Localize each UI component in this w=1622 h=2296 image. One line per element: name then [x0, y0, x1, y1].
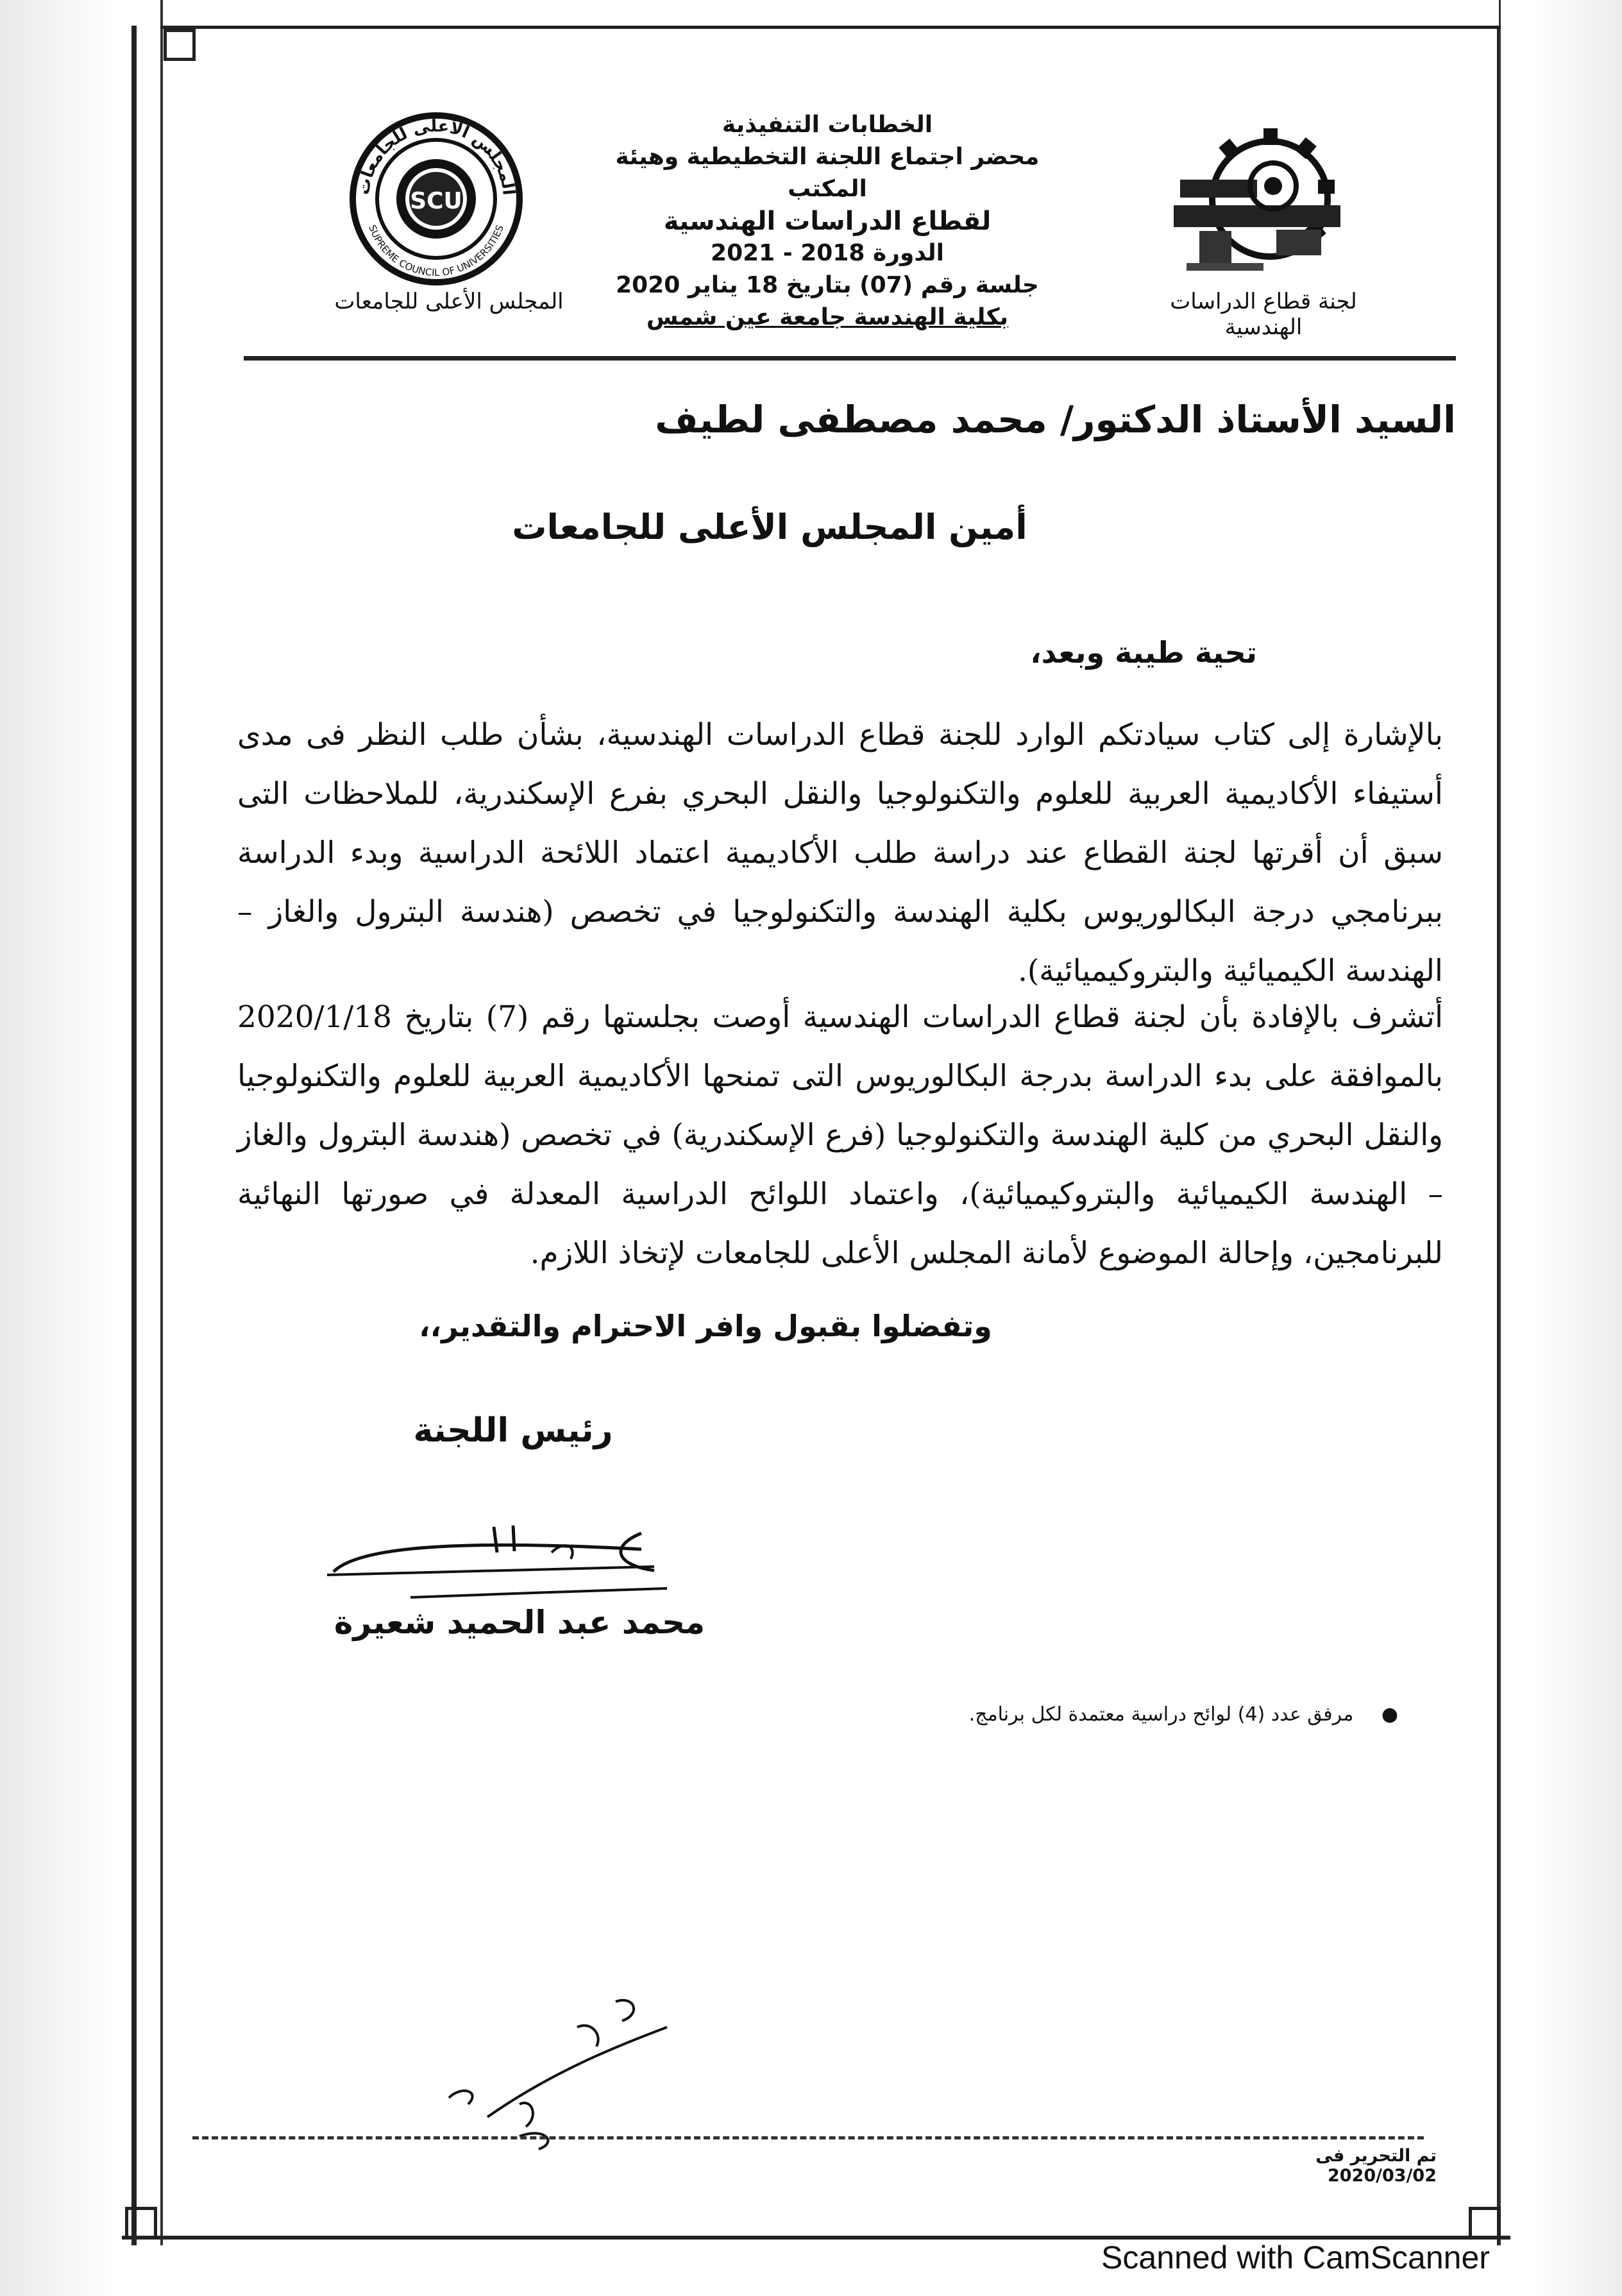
- scu-logo: [340, 109, 532, 295]
- engineering-sector-logo-caption: لجنة قطاع الدراسات الهندسية: [1170, 289, 1357, 340]
- header-line-1: الخطابات التنفيذية: [722, 112, 933, 138]
- frame-corner-bottom-left: [125, 2207, 157, 2239]
- frame-top-border: [160, 26, 1501, 29]
- scu-logo-text: SCU: [410, 188, 462, 214]
- handwritten-signature: [308, 1495, 705, 1610]
- header-line-4: الدورة 2018 - 2021: [711, 240, 944, 266]
- scu-logo-caption: المجلس الأعلى للجامعات: [334, 289, 564, 314]
- addressee: السيد الأستاذ الدكتور/ محمد مصطفى لطيف: [655, 398, 1456, 441]
- scu-logo-ring-arabic: المجلس الأعلى للجامعات: [353, 116, 518, 196]
- attachment-note: [834, 1703, 1398, 1726]
- closing-line: وتفضلوا بقبول وافر الاحترام والتقدير،،: [419, 1309, 992, 1343]
- frame-corner-bottom-right: [1469, 2207, 1501, 2239]
- letterhead: [244, 103, 1443, 372]
- greeting: تحية طيبة وبعد،: [1030, 635, 1257, 670]
- attachment-text: مرفق عدد (4) لوائح دراسية معتمدة لكل برنامج.: [968, 1703, 1354, 1726]
- header-line-5: جلسة رقم (07) بتاريخ 18 يناير 2020: [616, 272, 1039, 298]
- letterhead-center-block: [603, 109, 1052, 334]
- footer-divider: [192, 2136, 1424, 2139]
- chair-name: محمد عبد الحميد شعيرة: [334, 1604, 705, 1641]
- header-line-2: محضر اجتماع اللجنة التخطيطية وهيئة المكتب: [615, 144, 1040, 202]
- scu-logo-ring-english: SUPREME COUNCIL OF UNIVERSITIES: [366, 223, 506, 279]
- bullet-icon: ●: [1381, 1703, 1398, 1726]
- letter-paragraph-2: أتشرف بالإفادة بأن لجنة قطاع الدراسات الهندسية أوصت بجلستها رقم (7) بتاريخ 2020/1/18 بالموافقة على بدء الدراسة بدرجة البكالوريوس التى تمنحها الأكاديمية العربية للعلوم والتكنولوجيا والنقل البحري من كلية الهندسة والتكنولوجيا (فرع الإسكندرية) في تخصص (هندسة البترول والغاز – الهندسة الكيميائية والبتروكيميائية)، واعتماد اللوائح الدراسية المعدلة في صورتها النهائية للبرنامجين، وإحالة الموضوع لأمانة المجلس الأعلى للجامعات لإتخاذ اللازم.: [237, 999, 1444, 1271]
- header-line-6: بكلية الهندسة جامعة عين شمس: [646, 304, 1009, 330]
- chair-title: رئيس اللجنة: [413, 1411, 613, 1450]
- header-line-3: لقطاع الدراسات الهندسية: [663, 207, 992, 236]
- scan-shadow-right: [1532, 0, 1622, 2296]
- footer-date: تم التحرير فى 2020/03/02: [1315, 2146, 1437, 2186]
- scan-shadow-left: [0, 0, 115, 2296]
- engineering-sector-logo: [1161, 115, 1373, 302]
- frame-corner-top-left: [164, 29, 196, 61]
- camscanner-watermark: Scanned with CamScanner: [1101, 2240, 1490, 2275]
- letter-paragraph-1: بالإشارة إلى كتاب سيادتكم الوارد للجنة قطاع الدراسات الهندسية، بشأن طلب النظر فى مدى أستيفاء الأكاديمية العربية للعلوم والتكنولوجيا والنقل البحري بفرع الإسكندرية، للملاحظات التى سبق أن أقرتها لجنة القطاع عند دراسة طلب الأكاديمية اعتماد اللائحة الدراسية وبدء الدراسة ببرنامجي درجة البكالوريوس بكلية الهندسة والتكنولوجيا في تخصص (هندسة البترول والغاز – الهندسة الكيميائية والبتروكيميائية).: [237, 717, 1443, 989]
- header-divider: [244, 356, 1456, 361]
- handwritten-annotation: [423, 1989, 680, 2156]
- addressee-title: أمين المجلس الأعلى للجامعات: [512, 507, 1027, 547]
